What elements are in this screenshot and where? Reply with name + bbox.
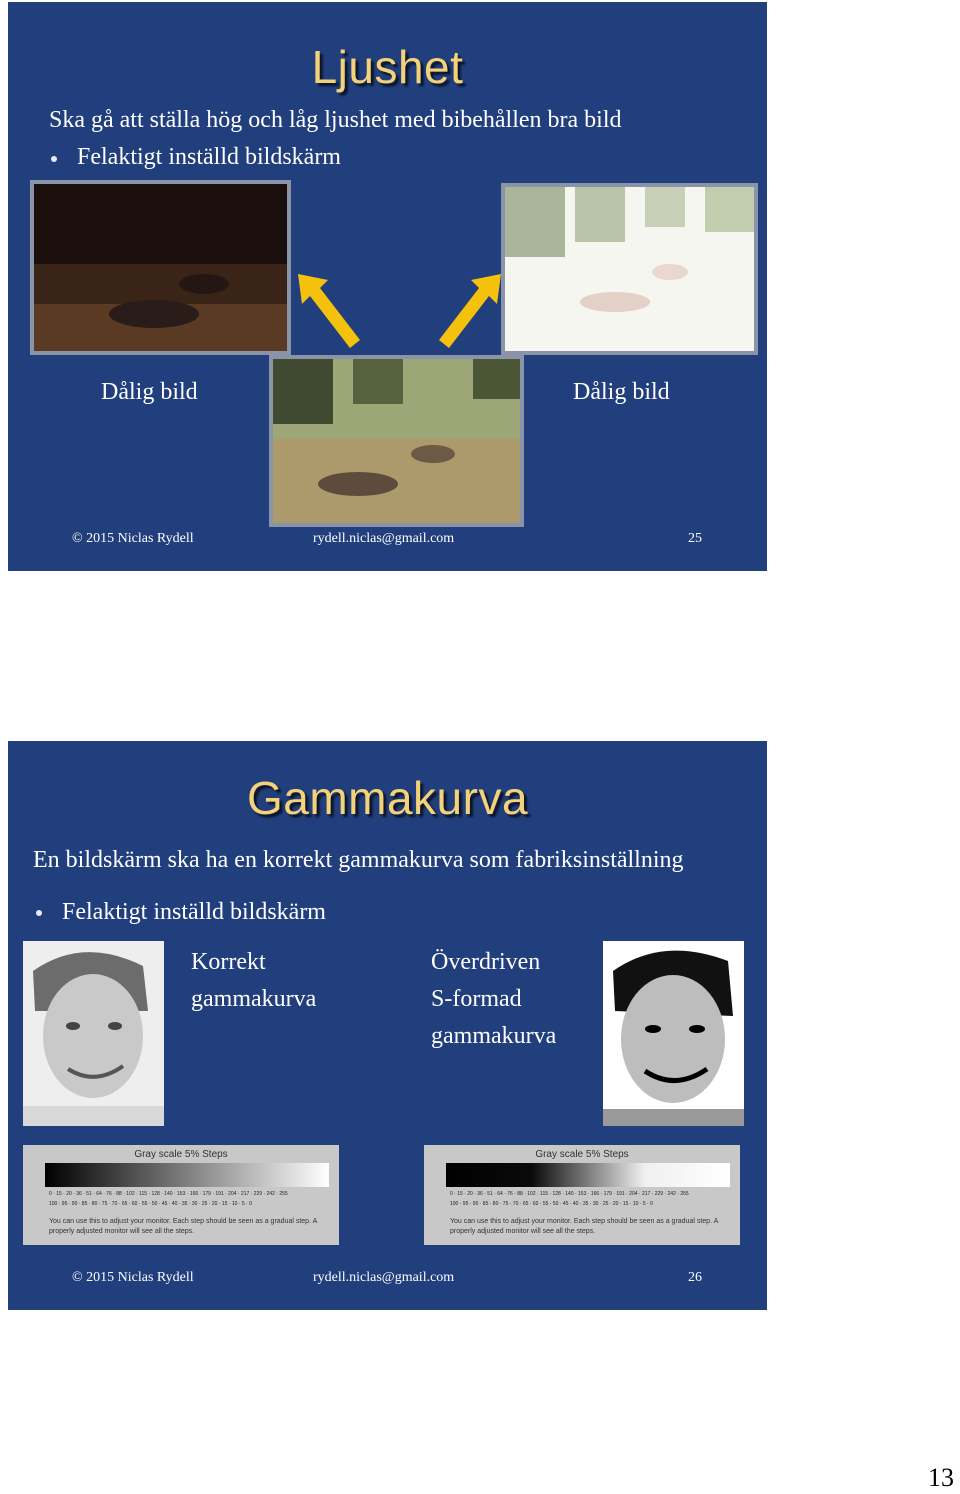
label-bad-right: Dålig bild [573,379,670,405]
grayscale-chart-exaggerated [424,1145,740,1245]
slide-gammakurva [8,741,767,1310]
grayscale-note: You can use this to adjust your monitor. Each step should be seen as a gradual step. A properly adjusted monitor will see all the steps. [49,1218,317,1235]
slide-title: Gammakurva [246,772,529,824]
exaggerated-label-line3: gammakurva [431,1023,557,1049]
bright-elk-photo [501,183,758,355]
exaggerated-label-line2: S-formad [431,986,522,1012]
normal-elk-photo [269,355,524,527]
dark-elk-photo [30,180,291,355]
grayscale-percent-row: 100 · 95 · 90 · 85 · 80 · 75 · 70 · 65 · 60 · 55 · 50 · 45 · 40 · 35 · 30 · 25 · 20 · 15 · 10 · 5 · 0 [49,1201,252,1207]
face-exaggerated-photo [603,941,744,1126]
arrow-up-right-icon [433,274,503,354]
grayscale-values-row: 0 · 15 · 20 · 36 · 51 · 64 · 76 · 88 · 102 · 115 · 128 · 140 · 153 · 166 · 179 · 191 · 204 · 217 · 229 · 242 · 255 [49,1191,288,1197]
grayscale-note: You can use this to adjust your monitor. Each step should be seen as a gradual step. A properly adjusted monitor will see all the steps. [450,1218,718,1235]
footer-copyright: © 2015 Niclas Rydell [72,1270,194,1285]
intro-text: En bildskärm ska ha en korrekt gammakurva som fabriksinställning [33,847,684,873]
footer-slide-number: 25 [688,531,702,546]
bullet-dot [51,156,57,162]
grayscale-header: Gray scale 5% Steps [535,1149,629,1160]
exaggerated-label-line1: Överdriven [431,949,541,975]
grayscale-strip [446,1163,730,1187]
bullet-dot [36,910,42,916]
grayscale-header: Gray scale 5% Steps [134,1149,228,1160]
label-bad-left: Dålig bild [101,379,198,405]
arrow-up-left-icon [298,274,368,354]
grayscale-values-row: 0 · 15 · 20 · 36 · 51 · 64 · 76 · 88 · 102 · 115 · 128 · 140 · 153 · 166 · 179 · 191 · 204 · 217 · 229 · 242 · 255 [450,1191,689,1197]
correct-label-line1: Korrekt [191,949,266,975]
footer-copyright: © 2015 Niclas Rydell [72,531,194,546]
footer-email: rydell.niclas@gmail.com [313,531,455,546]
face-correct-photo [23,941,164,1126]
grayscale-chart-correct [23,1145,339,1245]
footer-email: rydell.niclas@gmail.com [313,1270,455,1285]
slide-ljushet [8,2,767,571]
bullet-text: Felaktigt inställd bildskärm [62,899,326,925]
grayscale-strip [45,1163,329,1187]
slide-title: Ljushet [311,41,464,93]
bullet-text: Felaktigt inställd bildskärm [77,144,341,170]
grayscale-percent-row: 100 · 95 · 90 · 85 · 80 · 75 · 70 · 65 · 60 · 55 · 50 · 45 · 40 · 35 · 30 · 25 · 20 · 15 · 10 · 5 · 0 [450,1201,653,1207]
correct-label-line2: gammakurva [191,986,317,1012]
intro-text: Ska gå att ställa hög och låg ljushet med bibehållen bra bild [49,107,622,133]
page-number: 13 [928,1463,954,1492]
footer-slide-number: 26 [688,1270,702,1285]
